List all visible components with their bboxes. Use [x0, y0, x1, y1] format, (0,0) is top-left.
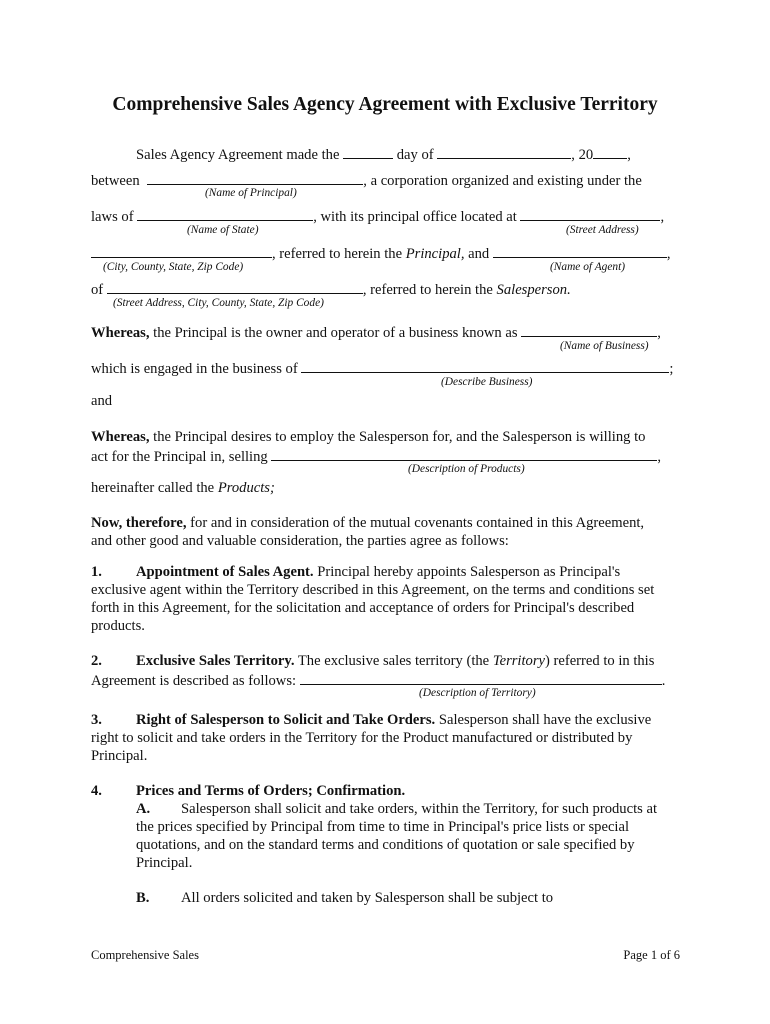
section-4b-text-1: All orders solicited and taken by Salesperson shall be subject to [181, 890, 554, 906]
comma: , [657, 449, 662, 465]
engaged-text: which is engaged in the business of [91, 361, 298, 377]
products-blank[interactable] [271, 446, 657, 461]
salesperson-term: Salesperson. [496, 282, 571, 298]
section-1-text-1: Principal hereby appoints Salesperson as Principal's [317, 564, 621, 580]
section-1-line-1 [91, 563, 620, 581]
made-text: Sales Agency Agreement made the [136, 147, 340, 163]
section-4a-line-4: Principal. [136, 855, 193, 871]
section-2-heading: Exclusive Sales Territory. [136, 653, 295, 669]
day-blank[interactable] [343, 144, 393, 159]
city-line [91, 243, 671, 263]
caption-products: (Description of Products) [408, 463, 525, 475]
section-4a-line-2: the prices specified by Principal from time to time in Principal's price lists or special [136, 819, 630, 835]
footer-left: Comprehensive Sales [91, 948, 199, 962]
section-1-number: 1. [91, 564, 102, 580]
referred-principal-text: , referred to herein the [272, 246, 403, 262]
laws-line [91, 206, 664, 226]
section-4a-label: A. [136, 801, 151, 817]
between-text: between [91, 173, 140, 189]
semicolon: ; [669, 361, 674, 377]
section-3-line-1 [91, 711, 651, 729]
section-1-line-3: forth in this Agreement, for the solicitation and acceptance of orders for Principal's described [91, 600, 635, 616]
section-1-heading: Appointment of Sales Agent. [136, 564, 314, 580]
section-2-text-post: ) referred to in this [545, 653, 655, 669]
comma: , [666, 246, 671, 262]
comma: , [657, 325, 661, 341]
caption-territory: (Description of Territory) [419, 687, 536, 699]
section-4-heading: Prices and Terms of Orders; Confirmation. [136, 783, 406, 799]
caption-business: (Name of Business) [560, 340, 649, 352]
territory-blank[interactable] [300, 670, 662, 685]
whereas-1-text: the Principal is the owner and operator of a business known as [153, 325, 518, 341]
hereinafter-line [91, 479, 275, 497]
corp-text: , a corporation organized and existing under the [363, 173, 642, 189]
section-4a-line-3: quotations, and on the standard terms and conditions of quotation or sale specified by [136, 837, 635, 853]
footer-page-number: Page 1 of 6 [623, 948, 680, 962]
whereas-1-bold: Whereas, [91, 325, 150, 341]
section-2-text-2: Agreement is described as follows: [91, 673, 297, 689]
day-of-text: day of [396, 147, 434, 163]
section-1-line-2: exclusive agent within the Territory described in this Agreement, on the terms and conditions set [91, 582, 655, 598]
city-blank[interactable] [91, 243, 272, 258]
section-4a-line-1 [136, 800, 657, 818]
caption-principal: (Name of Principal) [205, 187, 297, 199]
section-3-line-2: right to solicit and take orders in the Territory for the Product manufactured or distributed by [91, 730, 633, 746]
principal-name-blank[interactable] [147, 170, 363, 185]
territory-term: Territory [492, 653, 545, 669]
section-1-line-4: products. [91, 618, 145, 634]
whereas-2-bold: Whereas, [91, 429, 150, 445]
year-suffix: , [627, 147, 631, 163]
year-prefix: , 20 [571, 147, 594, 163]
caption-city: (City, County, State, Zip Code) [103, 261, 244, 273]
whereas-1-line [91, 322, 661, 342]
business-description-blank[interactable] [301, 358, 669, 373]
comma: , [660, 209, 665, 225]
between-line [91, 170, 642, 190]
state-blank[interactable] [137, 206, 313, 221]
whereas-2-text-1: the Principal desires to employ the Salesperson for, and the Salesperson is willing to [153, 429, 646, 445]
year-blank[interactable] [593, 144, 627, 159]
of-text: of [91, 282, 104, 298]
section-4-line-1 [91, 782, 405, 800]
whereas-2-line-1 [91, 428, 645, 446]
section-3-text-1: Salesperson shall have the exclusive [438, 712, 652, 728]
section-4a-text-1: Salesperson shall solicit and take orders, within the Territory, for such products at [181, 801, 657, 817]
referred-sales-text: , referred to herein the [362, 282, 493, 298]
caption-describe-business: (Describe Business) [441, 376, 533, 388]
section-4b-label: B. [136, 890, 150, 906]
agent-address-blank[interactable] [107, 279, 363, 294]
whereas-2-text-2: act for the Principal in, selling [91, 449, 268, 465]
month-blank[interactable] [437, 144, 571, 159]
section-3-number: 3. [91, 712, 102, 728]
and-text: and [468, 246, 490, 262]
of-line [91, 279, 571, 299]
period: . [661, 673, 666, 689]
now-line-1 [91, 514, 644, 532]
section-2-text-pre: The exclusive sales territory (the [297, 653, 490, 669]
agent-blank[interactable] [493, 243, 667, 258]
caption-street: (Street Address) [566, 224, 639, 236]
now-line-2: and other good and valuable consideration, the parties agree as follows: [91, 533, 509, 549]
section-4b-line-1 [136, 889, 553, 907]
whereas-2-line-2 [91, 446, 661, 466]
office-text: , with its principal office located at [313, 209, 517, 225]
principal-term: Principal, [405, 246, 465, 262]
section-2-line-2 [91, 670, 665, 690]
caption-street-full: (Street Address, City, County, State, Zip Code) [113, 297, 324, 309]
and-line: and [91, 393, 113, 409]
section-2-line-1 [91, 652, 654, 670]
intro-line-1 [136, 144, 631, 164]
section-3-heading: Right of Salesperson to Solicit and Take Orders. [136, 712, 436, 728]
engaged-line [91, 358, 673, 378]
hereinafter-text: hereinafter called the [91, 480, 215, 496]
business-name-blank[interactable] [521, 322, 657, 337]
products-term: Products; [217, 480, 275, 496]
section-4-number: 4. [91, 783, 102, 799]
now-bold: Now, therefore, [91, 515, 187, 531]
now-text-1: for and in consideration of the mutual covenants contained in this Agreement, [190, 515, 645, 531]
document-title: Comprehensive Sales Agency Agreement with Exclusive Territory [112, 94, 658, 115]
street-blank[interactable] [520, 206, 660, 221]
section-2-number: 2. [91, 653, 102, 669]
caption-agent: (Name of Agent) [550, 261, 626, 273]
laws-of-text: laws of [91, 209, 134, 225]
caption-state: (Name of State) [187, 224, 259, 236]
section-3-line-3: Principal. [91, 748, 148, 764]
